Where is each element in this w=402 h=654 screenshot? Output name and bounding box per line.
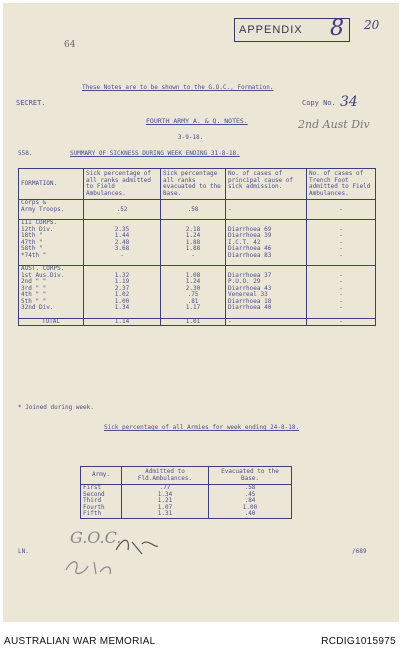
cell-evacuated: 1.01: [161, 318, 226, 326]
cell-formation: III CORPS.: [19, 220, 84, 227]
sickness-table-body: [19, 200, 376, 326]
cell-army: Fifth: [81, 511, 122, 518]
cell-fld-admitted: 1.07: [122, 505, 209, 512]
copy-label: Copy No.: [302, 99, 336, 107]
army-row: [81, 485, 292, 492]
cell-army: Second: [81, 492, 122, 499]
cell-formation: 3rd " ": [19, 286, 84, 293]
col-admitted: Sick percentage of all ranks admitted to Field Ambulances.: [84, 169, 161, 200]
cell-formation: 1st Aus.Div.: [19, 273, 84, 280]
footnote: * Joined during week.: [18, 404, 94, 411]
page-number: 20: [364, 18, 380, 32]
paragraph-number: 558.: [18, 150, 33, 157]
col-principal-cause: No. of cases of principal cause of sick admission.: [226, 169, 307, 200]
cell-evacuated: 1.08: [161, 273, 226, 280]
cell-formation: 18th ": [19, 233, 84, 240]
col-army: Army.: [81, 467, 122, 485]
cell-admitted: 1.02: [84, 292, 161, 299]
doc-number: 64: [64, 40, 76, 50]
cell-trench-foot: -: [307, 273, 376, 280]
cell-evacuated: 1.88: [161, 240, 226, 247]
notes-line: These Notes are to be shown to the G.O.C., Formation.: [82, 84, 274, 91]
cell-cause: Diarrhoea 39: [226, 233, 307, 240]
cell-trench-foot: -: [307, 233, 376, 240]
army-row: [81, 511, 292, 518]
cell-admitted: 1.32: [84, 273, 161, 280]
cell-fld-admitted: .77: [122, 485, 209, 492]
cell-trench-foot: -: [307, 292, 376, 299]
cell-admitted: .52: [84, 207, 161, 214]
ln-label: LN.: [18, 548, 29, 555]
division-handwritten: 2nd Aust Div: [298, 118, 370, 131]
signature-scribble: [112, 534, 162, 558]
cell-trench-foot: -: [307, 253, 376, 260]
cell-army: Third: [81, 498, 122, 505]
armies-table: [80, 466, 292, 519]
cell-trench-foot: -: [307, 240, 376, 247]
cell-evacuated: .75: [161, 292, 226, 299]
cell-formation: Army Troops.: [19, 207, 84, 214]
cell-fld-admitted: 1.31: [122, 511, 209, 518]
cell-cause: Diarrhoea 18: [226, 299, 307, 306]
secret-label: SECRET.: [16, 99, 46, 107]
cell-formation: 4th " ": [19, 292, 84, 299]
cell-cause: Venereal 33: [226, 292, 307, 299]
col-formation: FORMATION.: [19, 169, 84, 200]
cell-formation: TOTAL: [19, 318, 84, 326]
cell-base-evacuated: .84: [209, 498, 292, 505]
cell-trench-foot: -: [307, 299, 376, 306]
summary-title: SUMMARY OF SICKNESS DURING WEEK ENDING 31-8-18.: [70, 150, 240, 157]
appendix-label: APPENDIX: [239, 24, 303, 36]
cell-admitted: 2.35: [84, 227, 161, 234]
col-evacuated: Sick percentage all ranks evacuated to the Base.: [161, 169, 226, 200]
army-notes-title: FOURTH ARMY A. & Q. NOTES.: [146, 117, 248, 125]
cell-base-evacuated: .58: [209, 485, 292, 492]
cell-trench-foot: -: [307, 279, 376, 286]
cell-evacuated: 1.88: [161, 246, 226, 253]
cell-admitted: 1.34: [84, 305, 161, 312]
cell-trench-foot: -: [307, 286, 376, 293]
col-trench-foot: No. of cases of Trench Foot admitted to Field Ambulances.: [307, 169, 376, 200]
cell-admitted: 3.68: [84, 246, 161, 253]
cell-evacuated: 1.17: [161, 305, 226, 312]
table-row: [19, 318, 376, 326]
cell-cause: I.C.T. 42: [226, 240, 307, 247]
cell-admitted: 2.37: [84, 286, 161, 293]
col-fld-admitted: Admitted to Fld.Ambulances.: [122, 467, 209, 485]
cell-formation: 5th " ": [19, 299, 84, 306]
cell-evacuated: -: [161, 253, 226, 260]
appendix-number: 8: [330, 16, 344, 41]
cell-evacuated: 2.18: [161, 227, 226, 234]
cell-admitted: -: [84, 253, 161, 260]
archive-id: RCDIG1015975: [321, 636, 396, 647]
cell-evacuated: 2.30: [161, 286, 226, 293]
cell-army: First: [81, 485, 122, 492]
cell-trench-foot: -: [307, 305, 376, 312]
cell-formation: 12th Div.: [19, 227, 84, 234]
cell-evacuated: 1.24: [161, 279, 226, 286]
cell-admitted: 1.00: [84, 299, 161, 306]
cell-admitted: 1.44: [84, 233, 161, 240]
cell-army: Fourth: [81, 505, 122, 512]
cell-formation: 58th ": [19, 246, 84, 253]
cell-trench-foot: -: [307, 207, 376, 214]
cell-cause: Diarrhoea 83: [226, 253, 307, 260]
cell-cause: P.U.O. 29: [226, 279, 307, 286]
cell-trench-foot: -: [307, 227, 376, 234]
cell-evacuated: 1.24: [161, 233, 226, 240]
cell-base-evacuated: 1.00: [209, 505, 292, 512]
cell-base-evacuated: .40: [209, 511, 292, 518]
cell-formation: 47th ": [19, 240, 84, 247]
reference-number: /689: [352, 548, 367, 555]
cell-fld-admitted: 1.34: [122, 492, 209, 499]
cell-cause: Diarrhoea 69: [226, 227, 307, 234]
sick-percentage-title: Sick percentage of all Armies for week ending 24-8-18.: [104, 424, 300, 431]
cell-trench-foot: -: [307, 318, 376, 326]
cell-evacuated: .81: [161, 299, 226, 306]
cell-formation: *74th ": [19, 253, 84, 260]
cell-cause: Diarrhoea 40: [226, 305, 307, 312]
cell-cause: -: [226, 318, 307, 326]
cell-trench-foot: -: [307, 246, 376, 253]
cell-admitted: 2.48: [84, 240, 161, 247]
cell-formation: 2nd " ": [19, 279, 84, 286]
cell-cause: Diarrhoea 46: [226, 246, 307, 253]
cell-admitted: 1.14: [84, 318, 161, 326]
armies-table-body: [81, 485, 292, 519]
cell-evacuated: .58: [161, 207, 226, 214]
cell-formation: AUST. CORPS.: [19, 266, 84, 273]
cell-cause: -: [226, 207, 307, 214]
cell-admitted: 1.19: [84, 279, 161, 286]
cell-fld-admitted: 1.21: [122, 498, 209, 505]
col-base-evacuated: Evacuated to the Base.: [209, 467, 292, 485]
cell-base-evacuated: .45: [209, 492, 292, 499]
initials-signature: [62, 556, 132, 578]
cell-cause: Diarrhoea 37: [226, 273, 307, 280]
cell-formation: Corps &: [19, 200, 84, 207]
copy-number: 34: [340, 94, 358, 110]
cell-formation: 32nd Div.: [19, 305, 84, 312]
notes-date: 3-9-18.: [178, 134, 204, 141]
goc-handwritten: G.O.C.: [70, 528, 122, 547]
sickness-summary-table: [18, 168, 376, 326]
archive-name: AUSTRALIAN WAR MEMORIAL: [4, 636, 156, 647]
archive-footer: [0, 626, 402, 654]
cell-cause: [226, 200, 307, 207]
cell-cause: Diarrhoea 43: [226, 286, 307, 293]
